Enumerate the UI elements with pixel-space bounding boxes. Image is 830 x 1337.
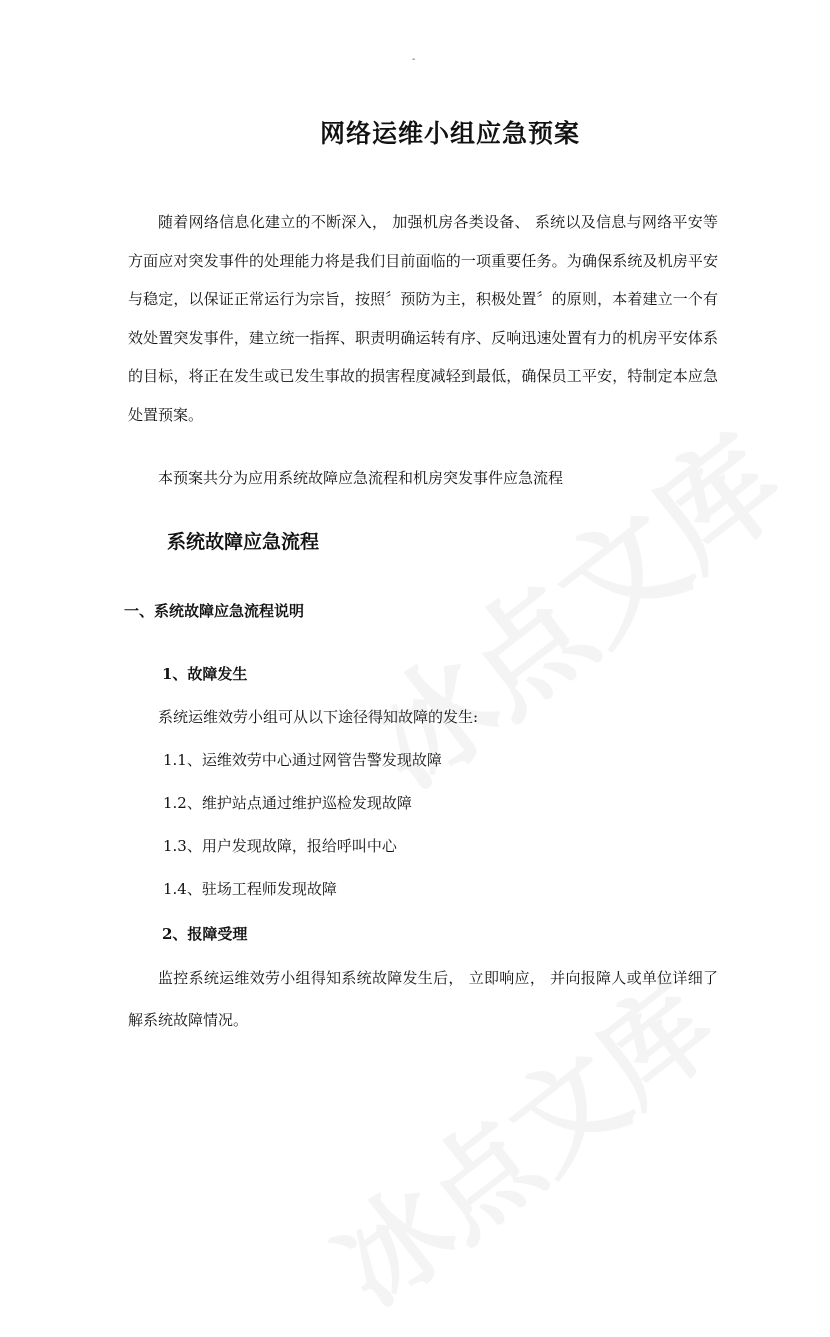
report-handling-paragraph: 监控系统运维效劳小组得知系统故障发生后， 立即响应， 并向报障人或单位详细了解系统故障情况。	[128, 969, 718, 1029]
fault-source-item: 1.1、运维效劳中心通过网管告警发现故障	[163, 751, 442, 769]
fault-source-item: 1.3、用户发现故障，报给呼叫中心	[163, 837, 397, 855]
intro-paragraph: 随着网络信息化建立的不断深入， 加强机房各类设备、 系统以及信息与网络平安等方面应对突发事件的处理能力将是我们目前面临的一项重要任务。为确保系统及机房平安与稳定，以保证正常运行为宗旨，按照〞预防为主，积极处置〞的原则，本着建立一个有效处置突发事件，建立统一指挥、职责明确运转有序、反响迅速处置有力的机房平安体系的目标，将正在发生或已发生事故的损害程度减轻到最低，确保员工平安，特制定本应急处置预案。	[128, 213, 718, 424]
fault-source-item: 1.2、维护站点通过维护巡检发现故障	[163, 794, 412, 812]
scope-paragraph: 本预案共分为应用系统故障应急流程和机房突发事件应急流程	[158, 469, 564, 487]
section-heading: 系统故障应急流程	[167, 531, 320, 553]
header-mark: -	[412, 54, 416, 65]
subsection-heading: 一、系统故障应急流程说明	[124, 602, 305, 620]
item-heading-fault-occurrence: 1、故障发生	[162, 665, 248, 683]
fault-sources-lead: 系统运维效劳小组可从以下途径得知故障的发生:	[158, 708, 479, 726]
document-title: 网络运维小组应急预案	[319, 119, 580, 148]
fault-source-item: 1.4、驻场工程师发现故障	[163, 880, 337, 898]
item-heading-report-handling: 2、报障受理	[162, 925, 248, 943]
